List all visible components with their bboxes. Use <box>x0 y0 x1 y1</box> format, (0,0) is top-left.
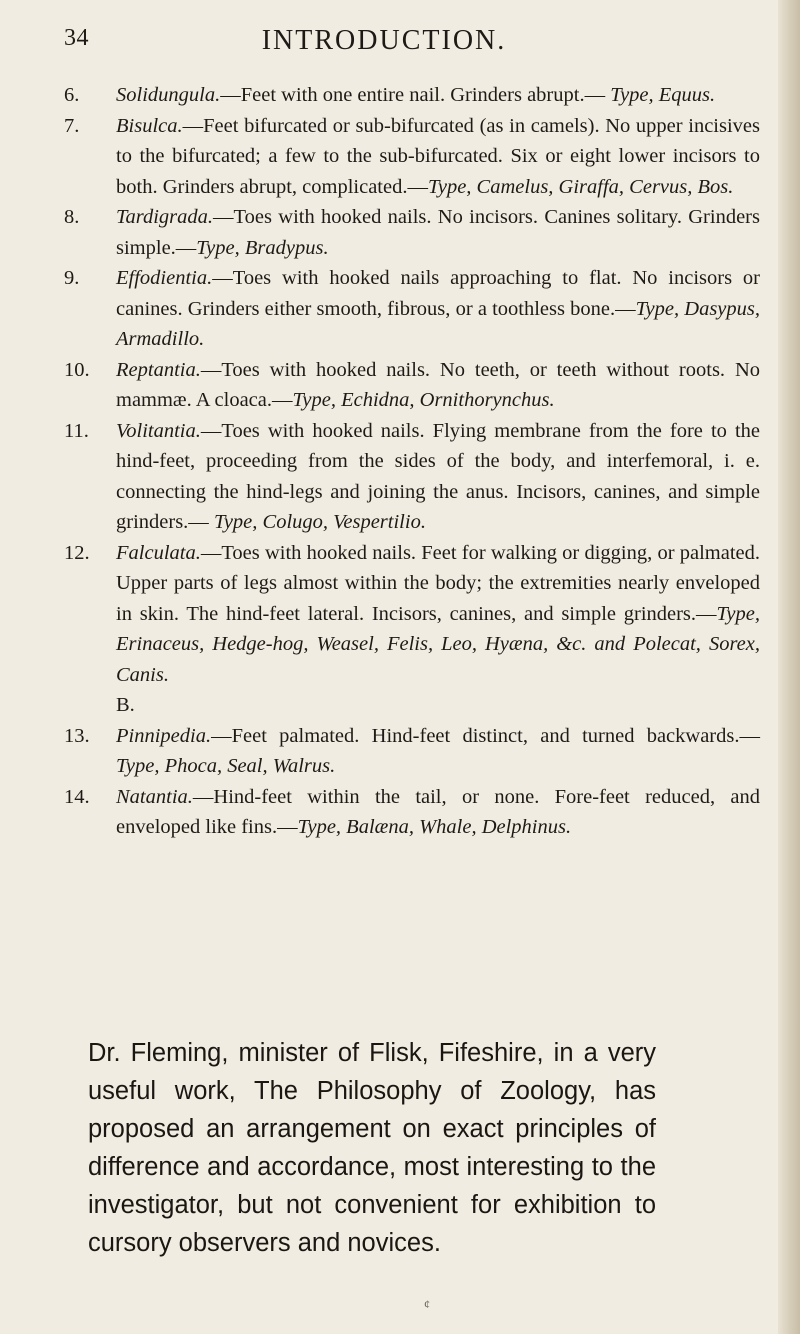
entry-number: 6. <box>64 84 80 106</box>
list-item <box>64 80 760 111</box>
list-item <box>64 721 760 782</box>
entry-number: 12. <box>64 541 90 564</box>
classification-list <box>0 80 800 843</box>
entry-number: 10. <box>64 358 90 381</box>
entry-description: —Hind-feet within the tail, or none. Fore-feet reduced, and enveloped like fins.— <box>116 785 760 838</box>
closing-paragraph: Dr. Fleming, minister of Flisk, Fifeshire, in a very useful work, The Philosophy of Zoology, has proposed an arrangement on exact principles of difference and accordance, most interesting to the investigator, but not convenient for exhibition to cursory observers and novices. <box>88 1039 656 1257</box>
order-name: Falculata. <box>116 541 201 564</box>
order-name: Pinnipedia. <box>116 724 212 747</box>
entry-number: 13. <box>64 724 90 747</box>
running-title: INTRODUCTION. <box>261 25 507 56</box>
order-name: Volitantia. <box>116 419 201 442</box>
entry-number: 7. <box>64 114 80 137</box>
signature-mark: ¢ <box>424 1297 430 1311</box>
section-marker: B. <box>116 694 135 716</box>
order-name: Effodientia. <box>116 267 213 289</box>
entry-description: —Toes with hooked nails. Flying membrane from the fore to the hind-feet, proceeding from the sides of the body, and interfemoral, i. e. connecting the hind-legs and joining the anus. Incisors, canines, and simple grinders.— <box>116 419 760 533</box>
page-number: 34 <box>64 25 89 51</box>
type-examples: Type, Colugo, Vespertilio. <box>213 511 426 533</box>
list-item <box>64 416 760 538</box>
order-name: Natantia. <box>116 785 193 808</box>
type-examples: Type, Camelus, Giraffa, Cervus, Bos. <box>427 175 734 198</box>
type-examples: Type, Bradypus. <box>196 236 329 259</box>
entry-description: —Feet with one entire nail. Grinders abrupt.— <box>220 84 606 106</box>
entry-description: —Toes with hooked nails approaching to flat. No incisors or canines. Grinders either smooth, fibrous, or a toothless bone.— <box>116 267 760 320</box>
list-item <box>64 355 760 416</box>
order-name: Solidungula. <box>116 84 221 106</box>
order-name: Reptantia. <box>116 358 201 381</box>
type-examples: Type, Echidna, Ornithorynchus. <box>292 389 555 411</box>
entry-description: —Feet bifurcated or sub-bifurcated (as in camels). No upper incisives to the bifurcated; a few to the sub-bifurcated. Six or eight lower incisors to both. Grinders abrupt, complicated.— <box>116 114 760 198</box>
page-header <box>64 25 704 61</box>
list-item <box>64 202 760 263</box>
entry-number: 9. <box>64 267 80 289</box>
entry-number: 8. <box>64 206 80 228</box>
type-examples: Type, Phoca, Seal, Walrus. <box>116 755 336 777</box>
type-examples: Type, Erinaceus, Hedge-hog, Weasel, Felis, Leo, Hyæna, &c. and Polecat, Sorex, Canis. <box>116 602 760 686</box>
order-name: Bisulca. <box>116 114 183 137</box>
list-item <box>64 782 760 843</box>
entry-number: 14. <box>64 785 90 808</box>
type-examples: Type, Dasypus, Armadillo. <box>116 297 761 350</box>
type-examples: Type, Balæna, Whale, Delphinus. <box>297 816 572 838</box>
type-examples: Type, Equus. <box>610 84 716 106</box>
entry-description: —Toes with hooked nails. No incisors. Canines solitary. Grinders simple.— <box>116 206 760 259</box>
list-item <box>64 111 760 203</box>
entry-description: —Feet palmated. Hind-feet distinct, and turned backwards.— <box>211 724 760 747</box>
entry-description: —Toes with hooked nails. No teeth, or teeth without roots. No mammæ. A cloaca.— <box>116 358 760 411</box>
entry-number: 11. <box>64 419 89 442</box>
entry-description: —Toes with hooked nails. Feet for walking or digging, or palmated. Upper parts of legs almost within the body; the extremities nearly enveloped in skin. The hind-feet lateral. Incisors, canines, and simple grinders.— <box>116 541 760 625</box>
list-item <box>64 263 761 355</box>
order-name: Tardigrada. <box>116 206 214 228</box>
list-item <box>64 538 760 691</box>
